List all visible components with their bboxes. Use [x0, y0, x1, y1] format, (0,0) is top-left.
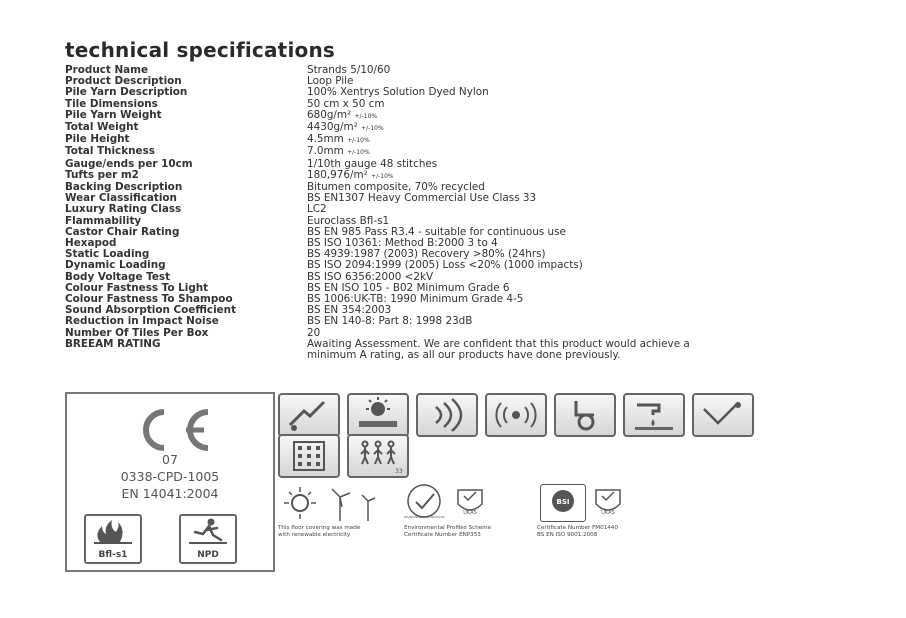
spec-value-text: 4.5mm — [307, 133, 344, 146]
spec-row — [65, 316, 745, 327]
spec-row — [65, 122, 745, 134]
spec-tolerance: +/-10% — [347, 149, 370, 157]
ce-panel — [65, 392, 275, 572]
spec-label: Flammability — [65, 214, 142, 227]
acoustic-icon — [418, 395, 476, 435]
ukas-logo-1 — [450, 484, 490, 522]
spec-label: Product Description — [65, 75, 182, 88]
spec-value-text: Euroclass Bfl-s1 — [307, 214, 390, 227]
fire-class-badge — [84, 514, 142, 564]
spec-value — [307, 99, 745, 110]
spec-label: Dynamic Loading — [65, 259, 166, 272]
spec-value-text: 20 — [307, 326, 321, 339]
spec-label: BREEAM RATING — [65, 337, 161, 350]
sun-wind-icon — [278, 483, 398, 523]
spec-value-text: Bitumen composite, 70% recycled — [307, 181, 485, 194]
heavy-commercial-tile — [278, 434, 340, 478]
ukas-logo-2 — [588, 484, 628, 522]
traffic-class-label: 33 — [395, 468, 403, 475]
spec-label: Pile Yarn Description — [65, 86, 188, 99]
spec-label: Product Name — [65, 64, 149, 76]
spec-row — [65, 87, 745, 98]
page-title: technical specifications — [65, 38, 335, 62]
spec-label: Colour Fastness To Shampoo — [65, 293, 233, 306]
spec-table — [65, 65, 745, 361]
spec-value-text: 50 cm x 50 cm — [307, 97, 385, 110]
castor-chair-icon — [280, 395, 338, 435]
bsi-logo-text: BSI — [556, 498, 570, 506]
spec-tolerance: +/-10% — [371, 172, 394, 180]
spec-value-text: BS 4939:1987 (2003) Recovery >80% (24hrs) — [307, 248, 546, 261]
spec-value-text: 1/10th gauge 48 stitches — [307, 157, 438, 170]
spec-label: Total Thickness — [65, 145, 155, 158]
acoustic-tile — [416, 393, 478, 437]
spec-value-text: BS 1006:UK-TB: 1990 Minimum Grade 4-5 — [307, 293, 524, 306]
ukas-crown-icon — [450, 484, 490, 522]
ce-certificate-number: 0338-CPD-1005 — [120, 469, 220, 484]
spec-label: Wear Classification — [65, 192, 177, 205]
spec-value-text: BS ISO 10361: Method B:2000 3 to 4 — [307, 237, 498, 250]
slip-label: NPD — [197, 550, 219, 560]
spec-label: Backing Description — [65, 181, 183, 194]
spec-value-text: BS ISO 6356:2000 <2kV — [307, 270, 434, 283]
bsi-note: Certificate Number FM01440 BS EN ISO 9001:2008 — [537, 525, 618, 538]
spec-label: Reduction in Impact Noise — [65, 315, 219, 328]
spec-label: Colour Fastness To Light — [65, 281, 209, 294]
spec-value — [307, 316, 745, 327]
spec-value — [307, 159, 745, 170]
spec-value-text: BS EN 354:2003 — [307, 304, 392, 317]
castor-wheel-tile — [554, 393, 616, 437]
sound-absorption-icon — [487, 395, 545, 435]
spec-row — [65, 159, 745, 170]
spec-value-text: 7.0mm — [307, 145, 344, 158]
ukas-logo-text-2: UKAS — [601, 510, 615, 516]
cleaning-tile — [623, 393, 685, 437]
spec-label: Castor Chair Rating — [65, 225, 180, 238]
spec-value-text: Strands 5/10/60 — [307, 64, 391, 76]
spec-tolerance: +/-10% — [361, 125, 384, 133]
slip-badge — [179, 514, 237, 564]
spec-value-text: Awaiting Assessment. We are confident that this product would achieve a minimum A rating, as all our products have done previously. — [307, 337, 690, 362]
spec-label: Total Weight — [65, 121, 139, 134]
spec-row — [65, 110, 745, 122]
ukas-logo-text: UKAS — [463, 510, 477, 516]
spec-row — [65, 134, 745, 146]
static-tile — [692, 393, 754, 437]
spec-label: Gauge/ends per 10cm — [65, 157, 193, 170]
spec-tolerance: +/-10% — [347, 137, 370, 145]
spec-value-text: 680g/m² — [307, 108, 352, 121]
spec-label: Static Loading — [65, 248, 150, 261]
slip-person-icon — [181, 516, 235, 546]
spec-value — [307, 110, 745, 122]
spec-value-text: LC2 — [307, 203, 327, 216]
spec-value-text: BS ISO 2094:1999 (2005) Loss <20% (1000 impacts) — [307, 259, 583, 272]
spec-label: Luxury Rating Class — [65, 203, 182, 216]
spec-row — [65, 339, 745, 361]
spec-value — [307, 134, 745, 146]
spec-value-text: BS EN ISO 105 - B02 Minimum Grade 6 — [307, 281, 510, 294]
spec-value — [307, 339, 727, 361]
renewable-energy-logo — [278, 483, 398, 523]
spec-value-text: BS EN 140-8: Part 8: 1998 23dB — [307, 315, 473, 328]
spec-label: Pile Yarn Weight — [65, 108, 162, 121]
castor-chair-tile — [278, 393, 340, 437]
spec-value-text: 180,976/m² — [307, 168, 368, 181]
ce-standard: EN 14041:2004 — [121, 486, 219, 501]
ukas-crown-icon — [588, 484, 628, 522]
heavy-use-traffic-icon — [349, 436, 407, 476]
bsi-kitemark-icon — [541, 485, 585, 521]
spec-value-text: Loop Pile — [307, 75, 354, 88]
spec-label: Body Voltage Test — [65, 270, 171, 283]
spec-row — [65, 99, 745, 110]
environmental-profiles-icon — [404, 482, 448, 520]
ce-notified-body: 07 — [162, 452, 178, 467]
renewable-note: This floor covering was made with renewable electricity — [278, 525, 361, 538]
spec-value-text: BS EN1307 Heavy Commercial Use Class 33 — [307, 192, 537, 205]
ce-mark-icon — [124, 406, 216, 454]
heavy-commercial-building-icon — [280, 436, 338, 476]
fire-class-label: Bfl-s1 — [98, 550, 128, 560]
spec-label: Tile Dimensions — [65, 97, 158, 110]
light-fastness-icon — [349, 395, 407, 435]
environmental-profiles-logo — [404, 482, 448, 520]
sound-absorption-tile — [485, 393, 547, 437]
spec-label: Number Of Tiles Per Box — [65, 326, 209, 339]
spec-value — [307, 122, 745, 134]
static-icon — [694, 395, 752, 435]
spec-label: Tufts per m2 — [65, 168, 139, 181]
spec-tolerance: +/-10% — [354, 112, 378, 120]
spec-value-text: BS EN 985 Pass R3.4 - suitable for continuous use — [307, 225, 566, 238]
heavy-use-traffic-tile — [347, 434, 409, 478]
spec-label: Pile Height — [65, 133, 130, 146]
bsi-logo — [540, 484, 586, 522]
spec-value — [307, 65, 745, 76]
spec-row — [65, 204, 745, 215]
epd-note: Environmental Profiles Scheme Certificate Number ENP353 — [404, 525, 492, 538]
spec-label: Sound Absorption Coefficient — [65, 304, 237, 317]
castor-wheel-icon — [556, 395, 614, 435]
spec-label: Hexapod — [65, 237, 117, 250]
light-fastness-tile — [347, 393, 409, 437]
spec-value-text: 4430g/m² — [307, 121, 358, 134]
spec-value-text: 100% Xentrys Solution Dyed Nylon — [307, 86, 489, 99]
spec-value — [307, 193, 745, 204]
cleaning-icon — [625, 395, 683, 435]
flame-icon — [86, 516, 140, 546]
epd-logo-text: ENVIRONMENTAL PROFILES — [404, 515, 445, 519]
